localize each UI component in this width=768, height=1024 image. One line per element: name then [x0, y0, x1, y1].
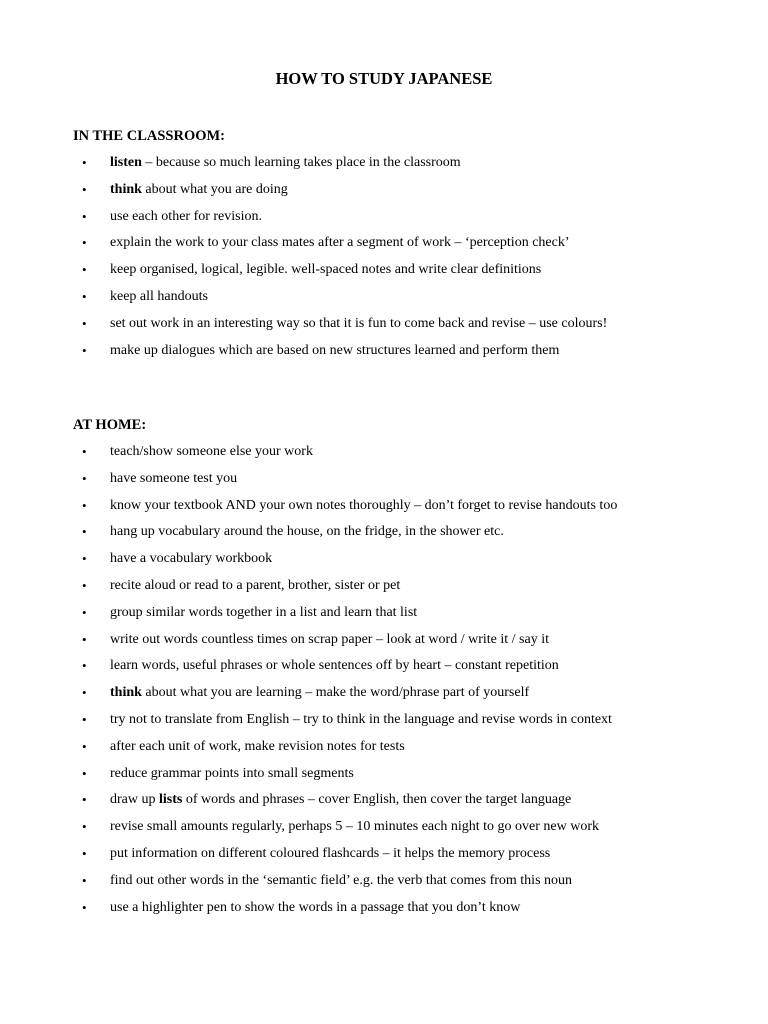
list-item-text-plain: keep organised, logical, legible. well-spaced notes and write clear definitions — [110, 262, 542, 278]
bullet-icon: • — [82, 765, 87, 781]
list-item-text-plain: after each unit of work, make revision notes for tests — [110, 738, 405, 754]
list-item-text — [110, 577, 400, 595]
list-item — [0, 550, 768, 577]
list-item — [0, 657, 768, 684]
list-item — [0, 208, 768, 235]
section-heading-home: AT HOME: — [73, 417, 147, 433]
list-item-text-plain: set out work in an interesting way so that it is fun to come back and revise – use colours! — [110, 315, 608, 331]
list-item-text-plain: make up dialogues which are based on new structures learned and perform them — [110, 342, 560, 358]
list-item — [0, 631, 768, 658]
list-item-text — [110, 818, 599, 836]
bullet-icon: • — [82, 845, 87, 861]
list-item-text-plain: about what you are learning – make the word/phrase part of yourself — [141, 685, 530, 701]
list-item-text-plain: teach/show someone else your work — [110, 444, 313, 459]
list-item — [0, 765, 768, 792]
list-item-text-plain: of words and phrases – cover English, then cover the target language — [182, 792, 572, 808]
list-item-text — [110, 791, 571, 809]
bullet-icon: • — [82, 819, 87, 835]
list-item-text-emphasis: think — [110, 685, 142, 701]
list-item-text — [110, 765, 354, 783]
list-item-text-plain: know your textbook AND your own notes thoroughly – don’t forget to revise handouts too — [110, 497, 618, 513]
document-title: HOW TO STUDY JAPANESE — [275, 69, 493, 88]
list-item — [0, 443, 768, 470]
bullet-icon: • — [82, 551, 87, 567]
list-item — [0, 154, 768, 181]
list-item-text-plain: reduce grammar points into small segments — [110, 765, 354, 781]
bullet-icon: • — [82, 444, 87, 459]
list-item-text-plain: revise small amounts regularly, perhaps 5 – 10 minutes each night to go over new work — [110, 819, 599, 835]
list-item-text-plain: put information on different coloured flashcards – it helps the memory process — [110, 845, 551, 861]
list-item-text — [110, 872, 572, 890]
list-item-text — [110, 342, 559, 360]
list-item — [0, 342, 768, 369]
list-item-text-plain: use a highlighter pen to show the words in a passage that you don’t know — [110, 899, 521, 915]
list-item-text — [110, 208, 262, 226]
list-item — [0, 523, 768, 550]
bullet-icon: • — [82, 262, 87, 278]
list-item-text — [110, 181, 288, 199]
list-item-text — [110, 443, 313, 461]
list-item-text — [110, 684, 529, 702]
bullet-icon: • — [82, 577, 87, 593]
bullet-icon: • — [82, 342, 87, 358]
list-item — [0, 684, 768, 711]
bullet-icon: • — [82, 738, 87, 754]
list-item-text-plain: group similar words together in a list and learn that list — [110, 604, 418, 620]
list-item — [0, 845, 768, 872]
list-item-text — [110, 154, 461, 172]
list-item — [0, 872, 768, 899]
list-item — [0, 791, 768, 818]
list-item-text-plain: have someone test you — [110, 470, 238, 486]
bullet-icon: • — [82, 315, 87, 331]
list-item — [0, 738, 768, 765]
list-item — [0, 181, 768, 208]
bullet-icon: • — [82, 711, 87, 727]
bullet-icon: • — [82, 685, 87, 701]
list-item-text-plain: try not to translate from English – try to think in the language and revise words in context — [110, 711, 612, 727]
home-bullet-list — [0, 443, 768, 925]
list-item-text — [110, 497, 617, 515]
bullet-icon: • — [82, 208, 87, 224]
bullet-icon: • — [82, 288, 87, 304]
bullet-icon: • — [82, 497, 87, 513]
list-item-text-emphasis: lists — [159, 792, 183, 808]
list-item-text-plain: about what you are doing — [141, 181, 288, 197]
list-item — [0, 261, 768, 288]
bullet-icon: • — [82, 181, 87, 197]
bullet-icon: • — [82, 631, 87, 647]
bullet-icon: • — [82, 524, 87, 540]
bullet-icon: • — [82, 658, 87, 674]
bullet-icon: • — [82, 155, 87, 170]
list-item-text-plain: learn words, useful phrases or whole sentences off by heart – constant repetition — [110, 658, 559, 674]
list-item-text — [110, 738, 405, 756]
list-item-text-plain: write out words countless times on scrap paper – look at word / write it / say it — [110, 631, 549, 647]
bullet-icon: • — [82, 792, 87, 808]
list-item — [0, 577, 768, 604]
list-item — [0, 497, 768, 524]
bullet-icon: • — [82, 899, 87, 915]
list-item-text — [110, 261, 541, 279]
list-item-text-plain: recite aloud or read to a parent, brother, sister or pet — [110, 577, 401, 593]
list-item-text — [110, 470, 237, 488]
bullet-icon: • — [82, 604, 87, 620]
list-item-text-plain: keep all handouts — [110, 288, 208, 304]
list-item — [0, 315, 768, 342]
section-heading-classroom: IN THE CLASSROOM: — [73, 128, 226, 144]
bullet-icon: • — [82, 470, 87, 486]
list-item-text — [110, 550, 272, 568]
list-item — [0, 288, 768, 315]
list-item — [0, 234, 768, 261]
list-item-text-plain: find out other words in the ‘semantic field’ e.g. the verb that comes from this noun — [110, 872, 573, 888]
list-item-text — [110, 845, 550, 863]
list-item-text — [110, 523, 504, 541]
list-item — [0, 604, 768, 631]
list-item-text — [110, 657, 559, 675]
list-item — [0, 818, 768, 845]
list-item-text — [110, 899, 520, 917]
list-item-text-emphasis: think — [110, 181, 142, 197]
classroom-bullet-list — [0, 154, 768, 368]
list-item — [0, 470, 768, 497]
list-item-text-plain: – because so much learning takes place in the classroom — [141, 155, 461, 170]
list-item-text — [110, 315, 607, 333]
list-item-text — [110, 604, 417, 622]
bullet-icon: • — [82, 235, 87, 251]
list-item-text-plain: draw up — [110, 792, 159, 808]
list-item-text — [110, 711, 612, 729]
list-item-text — [110, 288, 208, 306]
list-item-text-plain: hang up vocabulary around the house, on the fridge, in the shower etc. — [110, 524, 504, 540]
list-item-text — [110, 631, 549, 649]
list-item-text — [110, 234, 570, 252]
list-item — [0, 899, 768, 926]
list-item — [0, 711, 768, 738]
list-item-text-plain: use each other for revision. — [110, 208, 262, 224]
bullet-icon: • — [82, 872, 87, 888]
list-item-text-plain: explain the work to your class mates after a segment of work – ‘perception check’ — [110, 235, 570, 251]
list-item-text-plain: have a vocabulary workbook — [110, 551, 273, 567]
list-item-text-emphasis: listen — [110, 155, 142, 170]
